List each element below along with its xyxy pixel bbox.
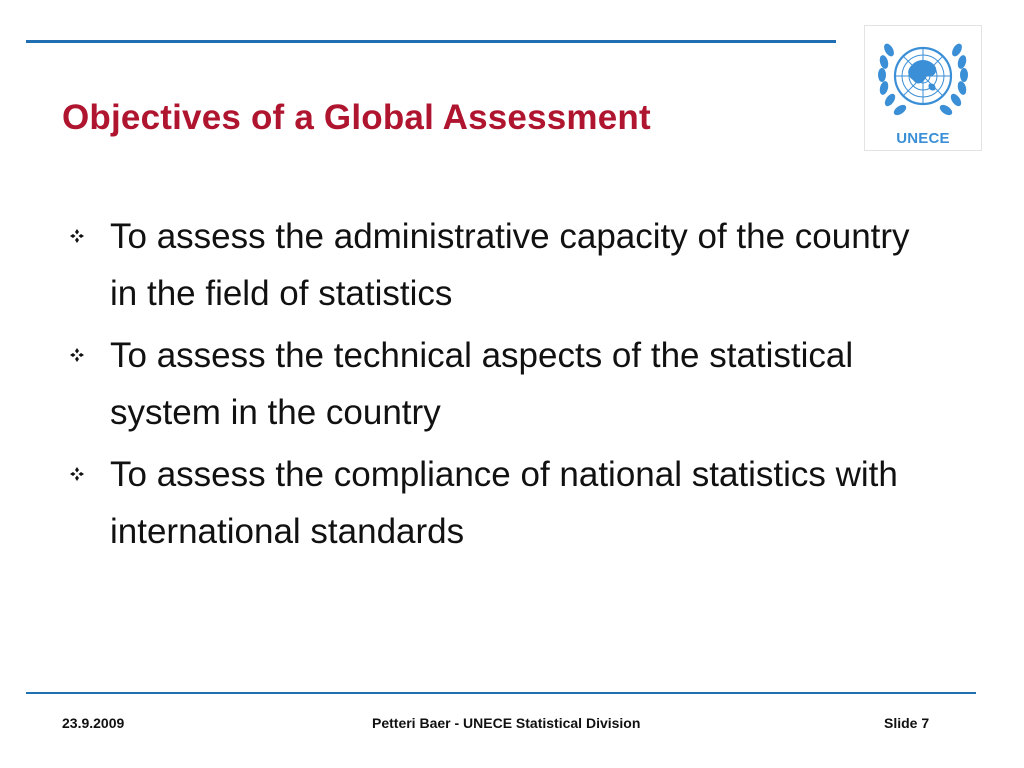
un-emblem-icon — [871, 28, 975, 128]
bullet-text: To assess the administrative capacity of the country in the field of statistics — [110, 217, 910, 313]
top-divider — [26, 40, 836, 43]
list-item — [70, 446, 930, 560]
bottom-divider — [26, 692, 976, 694]
bullet-list — [70, 208, 930, 565]
footer-date: 23.9.2009 — [62, 715, 125, 731]
bullet-text: To assess the compliance of national statistics with international standards — [110, 455, 898, 551]
slide-title: Objectives of a Global Assessment — [62, 98, 651, 137]
footer-slide-number: Slide 7 — [884, 715, 930, 731]
diamond-bullet-icon — [70, 467, 84, 481]
list-item — [70, 327, 930, 441]
footer-presenter: Petteri Baer - UNECE Statistical Division — [372, 715, 641, 731]
diamond-bullet-icon — [70, 229, 84, 243]
logo-text: UNECE — [896, 130, 950, 147]
list-item — [70, 208, 930, 322]
unece-logo — [864, 25, 982, 151]
bullet-text: To assess the technical aspects of the statistical system in the country — [110, 336, 854, 432]
diamond-bullet-icon — [70, 348, 84, 362]
